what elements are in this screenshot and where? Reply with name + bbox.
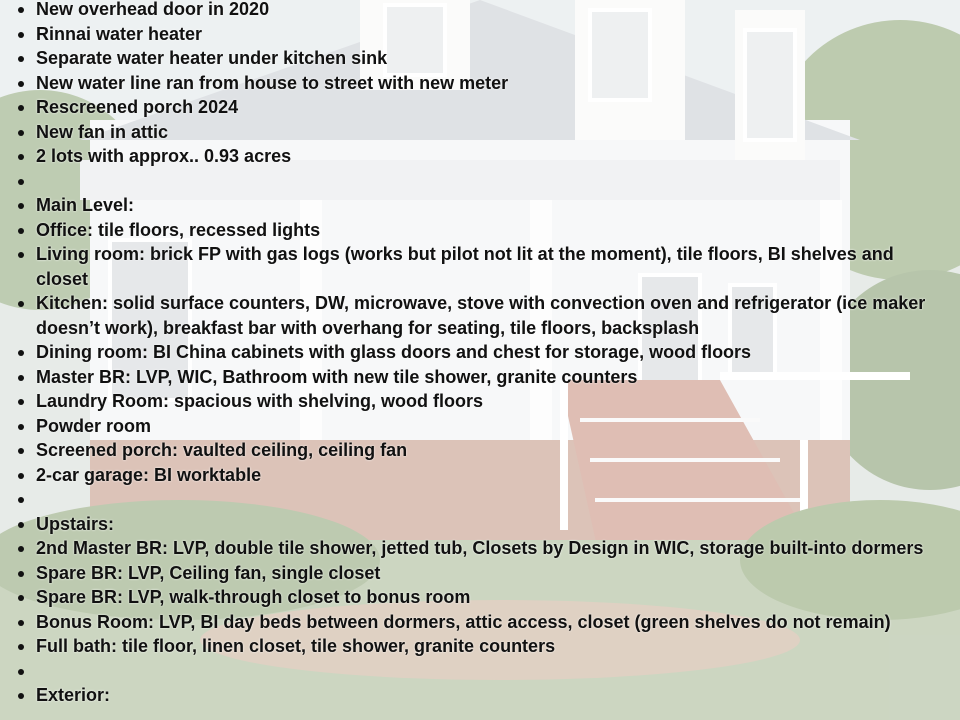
list-item [0, 487, 946, 512]
list-item: New overhead door in 2020 [0, 0, 946, 22]
list-item [0, 659, 946, 684]
list-item: 2 lots with approx.. 0.93 acres [0, 144, 946, 169]
list-item: Exterior: [0, 683, 946, 708]
list-item: Master BR: LVP, WIC, Bathroom with new tile shower, granite counters [0, 365, 946, 390]
list-item: New fan in attic [0, 120, 946, 145]
list-item: Dining room: BI China cabinets with glass doors and chest for storage, wood floors [0, 340, 946, 365]
list-item: Office: tile floors, recessed lights [0, 218, 946, 243]
list-item: Rinnai water heater [0, 22, 946, 47]
list-item: Spare BR: LVP, Ceiling fan, single closet [0, 561, 946, 586]
list-item: 2-car garage: BI worktable [0, 463, 946, 488]
list-item: Screened porch: vaulted ceiling, ceiling fan [0, 438, 946, 463]
list-item: Living room: brick FP with gas logs (works but pilot not lit at the moment), tile floors, BI shelves and closet [0, 242, 946, 291]
list-item: Kitchen: solid surface counters, DW, microwave, stove with convection oven and refrigerator (ice maker doesn’t work), breakfast bar with overhang for seating, tile floors, backsplash [0, 291, 946, 340]
list-item: Main Level: [0, 193, 946, 218]
list-item: New water line ran from house to street with new meter [0, 71, 946, 96]
list-item: Laundry Room: spacious with shelving, wood floors [0, 389, 946, 414]
list-item: Rescreened porch 2024 [0, 95, 946, 120]
list-item: Bonus Room: LVP, BI day beds between dormers, attic access, closet (green shelves do not remain) [0, 610, 946, 635]
list-item: Upstairs: [0, 512, 946, 537]
list-item: Spare BR: LVP, walk-through closet to bonus room [0, 585, 946, 610]
list-item: Separate water heater under kitchen sink [0, 46, 946, 71]
list-item: Full bath: tile floor, linen closet, tile shower, granite counters [0, 634, 946, 659]
list-item: 2nd Master BR: LVP, double tile shower, jetted tub, Closets by Design in WIC, storage built-into dormers [0, 536, 946, 561]
list-item: Powder room [0, 414, 946, 439]
list-item [0, 169, 946, 194]
